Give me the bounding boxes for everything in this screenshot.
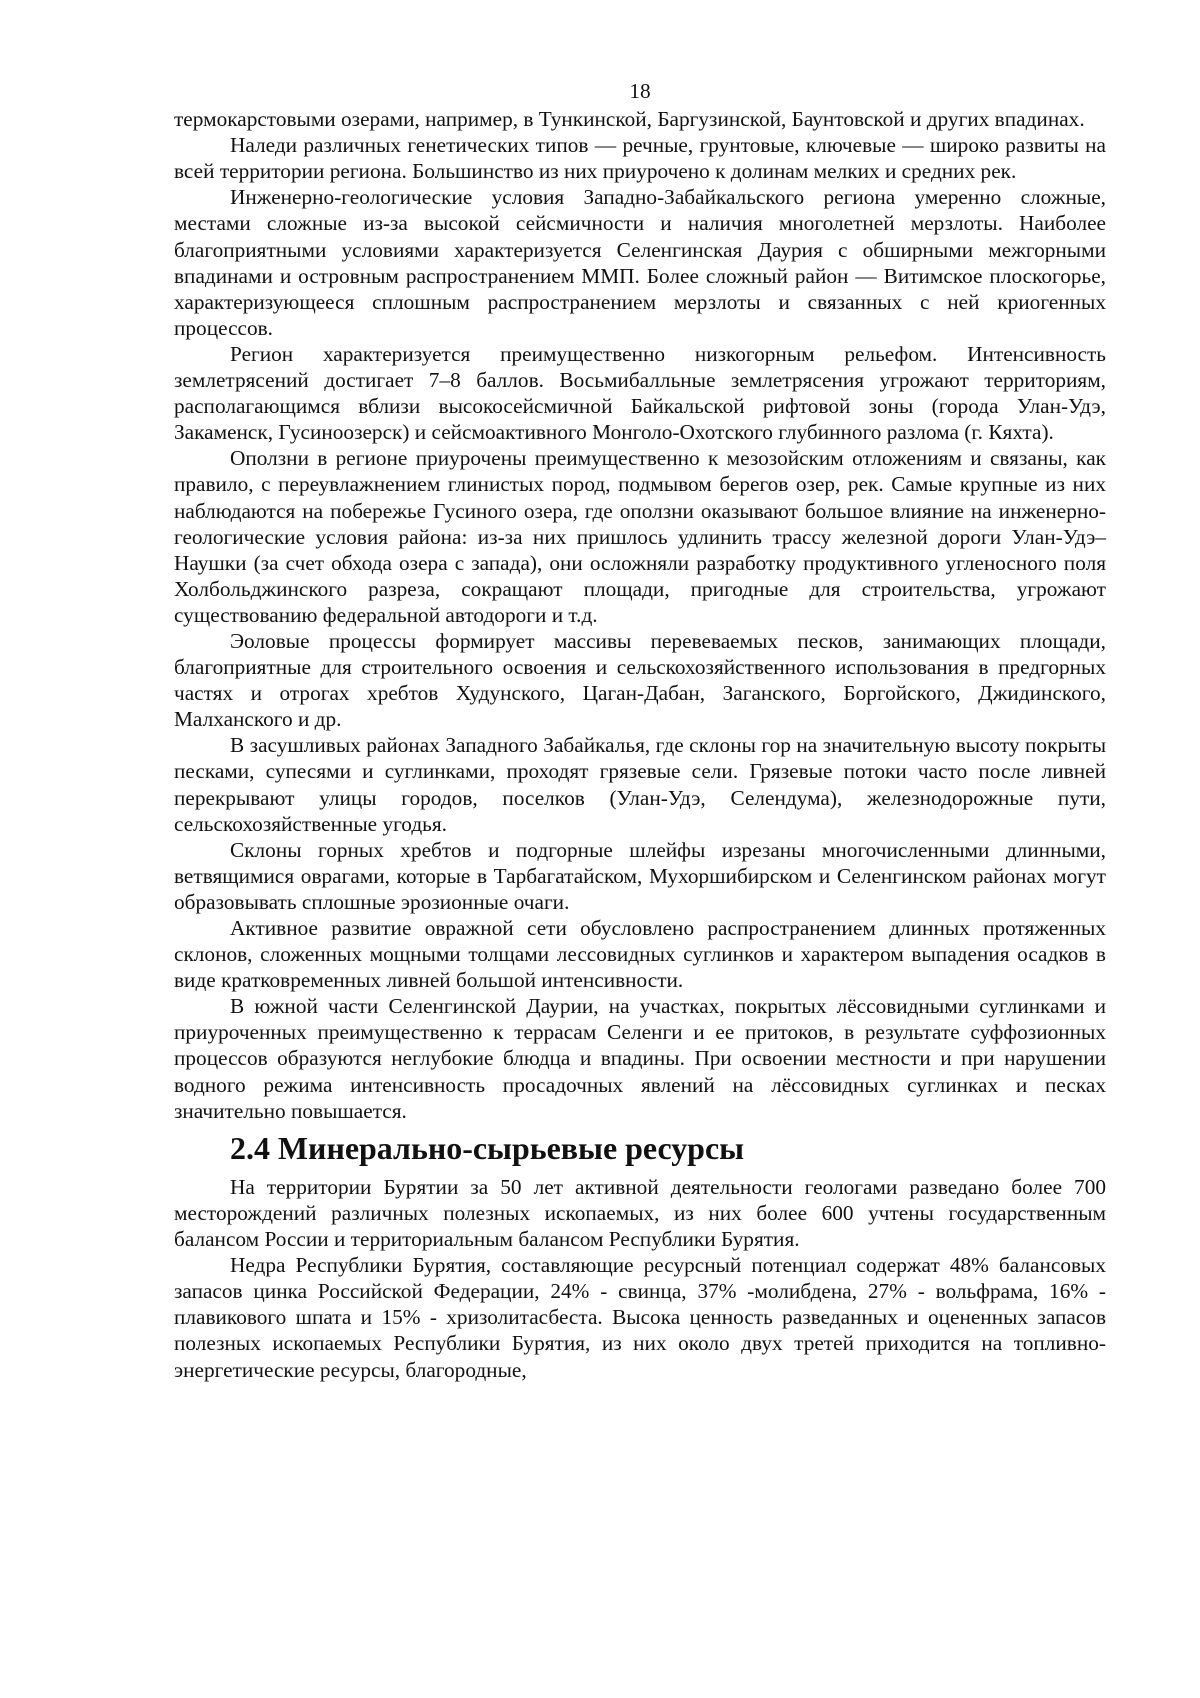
paragraph-mineral-reserves: Недра Республики Бурятия, составляющие ресурсный потенциал содержат 48% балансовых запасов цинка Российской Федерации, 24% - свинца, 37% -молибдена, 27% - вольфрама, 16% - плавикового шпата и 15% - хризолитасбеста. Высока ценность разведанных и оцененных запасов полезных ископаемых Республики Бурятия, из них около двух третей приходится на топливно-энергетические ресурсы, благородные, bbox=[174, 1253, 1106, 1382]
paragraph-engineering-geology: Инженерно-геологические условия Западно-Забайкальского региона умеренно сложные, местами сложные из-за высокой сейсмичности и наличия многолетней мерзлоты. Наиболее благоприятными условиями характеризуется Селенгинская Даурия с обширными межгорными впадинами и островным распространением ММП. Более сложный район — Витимское плоскогорье, характеризующееся сплошным распространением мерзлоты и связанных с ней криогенных процессов. bbox=[174, 185, 1106, 340]
page-number: 18 bbox=[629, 79, 651, 103]
paragraph-suffosion: В южной части Селенгинской Даурии, на участках, покрытых лёссовидными суглинками и приуроченных преимущественно к террасам Селенги и ее притоков, в результате суффозионных процессов образуются неглубокие блюдца и впадины. При освоении местности и при нарушении водного режима интенсивность просадочных явлений на лёссовидных суглинках и песках значительно повышается. bbox=[174, 994, 1106, 1123]
paragraph-thermokarst-continuation: термокарстовыми озерами, например, в Тункинской, Баргузинской, Баунтовской и других впадинах. bbox=[174, 107, 1085, 132]
paragraph-ravines: Склоны горных хребтов и подгорные шлейфы изрезаны многочисленными длинными, ветвящимися оврагами, которые в Тарбагатайском, Мухоршибирском и Селенгинском районах могут образовывать сплошные эрозионные очаги. bbox=[174, 837, 1106, 914]
paragraph-gully-network: Активное развитие овражной сети обусловлено распространением длинных протяженных склонов, сложенных мощными толщами лессовидных суглинков и характером выпадения осадков в виде кратковременных ливней большой интенсивности. bbox=[174, 916, 1106, 993]
document-page bbox=[174, 78, 1106, 1383]
paragraph-icings: Наледи различных генетических типов — речные, грунтовые, ключевые — широко развиты на всей территории региона. Большинство из них приурочено к долинам мелких и средних рек. bbox=[174, 133, 1106, 184]
paragraph-landslides: Оползни в регионе приурочены преимущественно к мезозойским отложениям и связаны, как правило, с переувлажнением глинистых пород, подмывом берегов озер, рек. Самые крупные из них наблюдаются на побережье Гусиного озера, где оползни оказывают большое влияние на инженерно-геологические условия района: из-за них пришлось удлинить трассу железной дороги Улан-Удэ–Наушки (за счет обхода озера с запада), они осложняли разработку продуктивного угленосного поля Холбольджинского разреза, сокращают площади, пригодные для строительства, угрожают существованию федеральной автодороги и т.д. bbox=[174, 446, 1106, 627]
section-heading: 2.4 Минерально-сырьевые ресурсы bbox=[230, 1130, 745, 1166]
paragraph-aeolian: Эоловые процессы формирует массивы перевеваемых песков, занимающих площади, благоприятные для строительного освоения и сельскохозяйственного использования в предгорных частях и отрогах хребтов Худунского, Цаган-Дабан, Заганского, Боргойского, Джидинского, Малханского и др. bbox=[174, 628, 1106, 732]
paragraph-seismicity: Регион характеризуется преимущественно низкогорным рельефом. Интенсивность землетрясений достигает 7–8 баллов. Восьмибалльные землетрясения угрожают территориям, располагающимся вблизи высокосейсмичной Байкальской рифтовой зоны (города Улан-Удэ, Закаменск, Гусиноозерск) и сейсмоактивного Монголо-Охотского глубинного разлома (г. Кяхта). bbox=[174, 341, 1106, 445]
paragraph-mudflows: В засушливых районах Западного Забайкалья, где склоны гор на значительную высоту покрыты песками, супесями и суглинками, проходят грязевые сели. Грязевые потоки часто после ливней перекрывают улицы городов, поселков (Улан-Удэ, Селендума), железнодорожные пути, сельскохозяйственные угодья. bbox=[174, 733, 1106, 836]
paragraph-deposits: На территории Бурятии за 50 лет активной деятельности геологами разведано более 700 месторождений различных полезных ископаемых, из них более 600 учтены государственным балансом России и территориальным балансом Республики Бурятия. bbox=[174, 1174, 1106, 1252]
